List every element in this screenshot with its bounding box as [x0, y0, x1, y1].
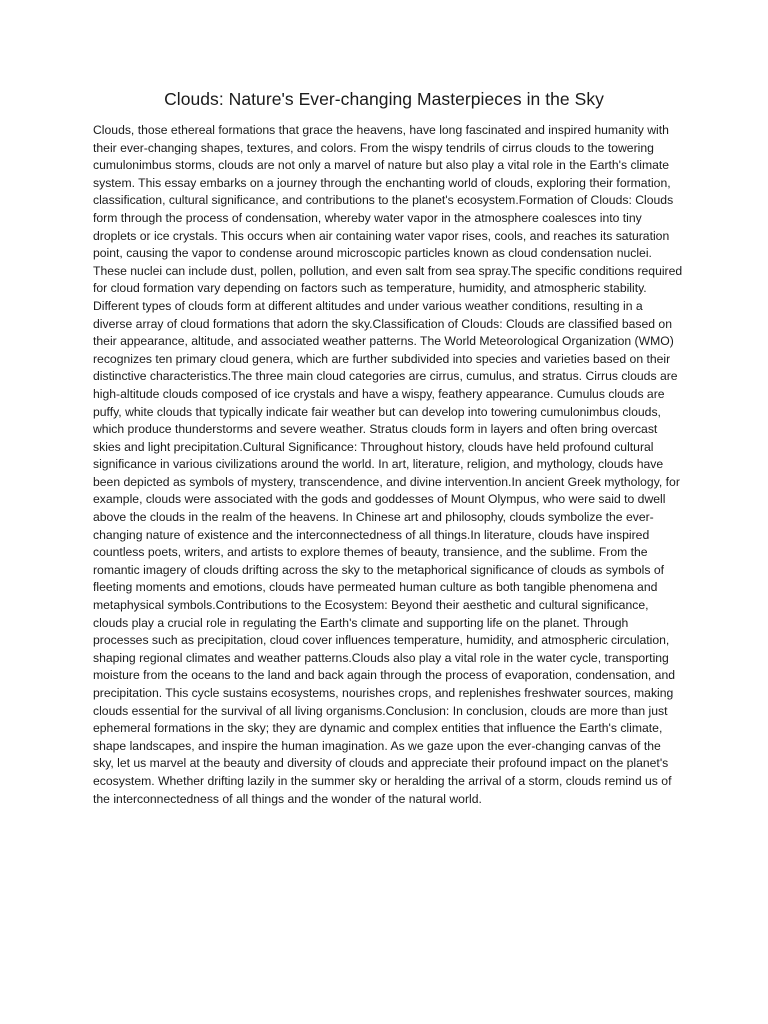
document-body: Clouds, those ethereal formations that grace the heavens, have long fascinated and inspired humanity with their ever-changing shapes, textures, and colors. From the wispy tendrils of cirrus clouds to the towering cumulonimbus storms, clouds are not only a marvel of nature but also play a vital role in the Earth's climate system. This essay embarks on a journey through the enchanting world of clouds, exploring their formation, classification, cultural significance, and contributions to the planet's ecosystem.Formation of Clouds: Clouds form through the process of condensation, whereby water vapor in the atmosphere coalesces into tiny droplets or ice crystals. This occurs when air containing water vapor rises, cools, and reaches its saturation point, causing the vapor to condense around microscopic particles known as cloud condensation nuclei. These nuclei can include dust, pollen, pollution, and even salt from sea spray.The specific conditions required for cloud formation vary depending on factors such as temperature, humidity, and atmospheric stability. Different types of clouds form at different altitudes and under various weather conditions, resulting in a diverse array of cloud formations that adorn the sky.Classification of Clouds: Clouds are classified based on their appearance, altitude, and associated weather patterns. The World Meteorological Organization (WMO) recognizes ten primary cloud genera, which are further subdivided into species and varieties based on their distinctive characteristics.The three main cloud categories are cirrus, cumulus, and stratus. Cirrus clouds are high-altitude clouds composed of ice crystals and have a wispy, feathery appearance. Cumulus clouds are puffy, white clouds that typically indicate fair weather but can develop into towering cumulonimbus clouds, which produce thunderstorms and severe weather. Stratus clouds form in layers and often bring overcast skies and light precipitation.Cultural Significance: Throughout history, clouds have held profound cultural significance in various civilizations around the world. In art, literature, religion, and mythology, clouds have been depicted as symbols of mystery, transcendence, and divine intervention.In ancient Greek mythology, for example, clouds were associated with the gods and goddesses of Mount Olympus, who were said to dwell above the clouds in the realm of the heavens. In Chinese art and philosophy, clouds symbolize the ever-changing nature of existence and the interconnectedness of all things.In literature, clouds have inspired countless poets, writers, and artists to explore themes of beauty, transience, and the sublime. From the romantic imagery of clouds drifting across the sky to the metaphorical significance of clouds as symbols of fleeting moments and emotions, clouds have permeated human culture as both tangible phenomena and metaphysical symbols.Contributions to the Ecosystem: Beyond their aesthetic and cultural significance, clouds play a crucial role in regulating the Earth's climate and supporting life on the planet. Through processes such as precipitation, cloud cover influences temperature, humidity, and atmospheric circulation, shaping regional climates and weather patterns.Clouds also play a vital role in the water cycle, transporting moisture from the oceans to the land and back again through the process of evaporation, condensation, and precipitation. This cycle sustains ecosystems, nourishes crops, and replenishes freshwater sources, making clouds essential for the survival of all living organisms.Conclusion: In conclusion, clouds are more than just ephemeral formations in the sky; they are dynamic and complex entities that influence the Earth's climate, shape landscapes, and inspire the human imagination. As we gaze upon the ever-changing canvas of the sky, let us marvel at the beauty and diversity of clouds and appreciate their profound impact on the planet's ecosystem. Whether drifting lazily in the summer sky or heralding the arrival of a storm, clouds remind us of the interconnectedness of all things and the wonder of the natural world.: [93, 123, 683, 806]
document-title: Clouds: Nature's Ever-changing Masterpieces in the Sky: [164, 89, 604, 109]
